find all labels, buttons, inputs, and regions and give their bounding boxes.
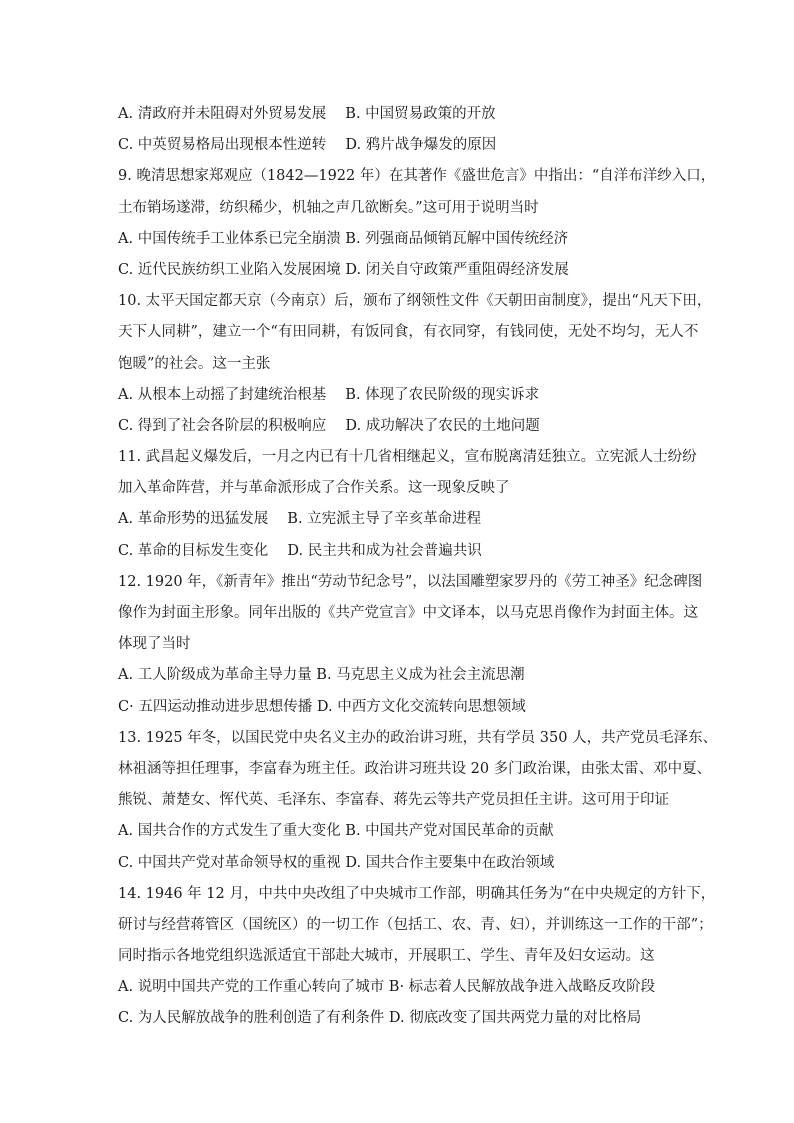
option-line-a-b-q8: A. 清政府并未阻碍对外贸易发展 B. 中国贸易政策的开放 bbox=[118, 106, 496, 122]
option-line-c-d-q8: C. 中英贸易格局出现根本性逆转 D. 鸦片战争爆发的原因 bbox=[118, 137, 497, 154]
question-13-stem-line1: 13. 1925 年冬，以国民党中央名义主办的政治讲习班，共有学员 350 人，共产党员毛泽东、 bbox=[118, 729, 718, 746]
option-line-c-d-q10: C. 得到了社会各阶层的积极响应 D. 成功解决了农民的土地问题 bbox=[118, 417, 540, 434]
question-10-stem-line1: 10. 太平天国定都天京（今南京）后，颁布了纲领性文件《天朝田亩制度》，提出“凡天下田， bbox=[118, 293, 712, 310]
question-9-stem-line1: 9. 晚清思想家郑观应（1842—1922 年）在其著作《盛世危言》中指出：“自洋布洋纱入口， bbox=[118, 168, 716, 185]
option-line-c-d-q11: C. 革命的目标发生变化 D. 民主共和成为社会普遍共识 bbox=[118, 542, 482, 559]
option-line-c-d-q9: C. 近代民族纺织工业陷入发展困境 D. 闭关自守政策严重阻碍经济发展 bbox=[118, 261, 569, 278]
option-line-c-d-q13: C. 中国共产党对革命领导权的重视 D. 国共合作主要集中在政治领域 bbox=[118, 854, 555, 871]
option-line-a-b-q13: A. 国共合作的方式发生了重大变化 B. 中国共产党对国民革命的贡献 bbox=[118, 823, 554, 840]
option-line-a-b-q14: A. 说明中国共产党的工作重心转向了城市 B· 标志着人民解放战争进入战略反攻阶段 bbox=[118, 979, 656, 996]
option-line-a-b-q10: A. 从根本上动摇了封建统治根基 B. 体现了农民阶级的现实诉求 bbox=[118, 386, 540, 403]
question-11-stem-line1: 11. 武昌起义爆发后，一月之内已有十几省相继起义，宣布脱离清廷独立。立宪派人士纷纷 bbox=[118, 449, 697, 466]
question-13-stem-line3: 熊锐、萧楚女、恽代英、毛泽东、李富春、蒋先云等共产党员担任主讲。这可用于印证 bbox=[118, 792, 669, 809]
question-9-stem-line2: 土布销场遂滞，纺织稀少，机轴之声几欲断矣。”这可用于说明当时 bbox=[118, 199, 539, 216]
question-10-stem-line2: 天下人同耕”，建立一个“有田同耕，有饭同食，有衣同穿，有钱同使，无处不均匀，无人不 bbox=[118, 324, 699, 341]
option-line-a-b-q9: A. 中国传统手工业体系已完全崩溃 B. 列强商品倾销瓦解中国传统经济 bbox=[118, 230, 569, 247]
question-14-stem-line2: 研讨与经营蒋管区（国统区）的一切工作（包括工、农、青、妇），并训练这一工作的干部”； bbox=[118, 916, 713, 933]
option-line-c-d-q12: C· 五四运动推动进步思想传播 D. 中西方文化交流转向思想领域 bbox=[118, 698, 526, 715]
option-line-a-b-q11: A. 革命形势的迅猛发展 B. 立宪派主导了辛亥革命进程 bbox=[118, 511, 482, 528]
option-line-a-b-q12: A. 工人阶级成为革命主导力量 B. 马克思主义成为社会主流思潮 bbox=[118, 667, 525, 684]
option-line-c-d-q14: C. 为人民解放战争的胜利创造了有利条件 D. 彻底改变了国共两党力量的对比格局 bbox=[118, 1010, 642, 1027]
question-12-stem-line3: 体现了当时 bbox=[118, 636, 191, 653]
question-14-stem-line1: 14. 1946 年 12 月，中共中央改组了中央城市工作部，明确其任务为“在中央规定的方针下， bbox=[118, 885, 716, 902]
question-12-stem-line1: 12. 1920 年，《新青年》推出“劳动节纪念号”，以法国雕塑家罗丹的《劳工神圣》纪念碑图 bbox=[118, 573, 703, 590]
exam-page bbox=[118, 99, 718, 1035]
question-12-stem-line2: 像作为封面主形象。同年出版的《共产党宣言》中文译本，以马克思肖像作为封面主体。这 bbox=[118, 605, 698, 621]
question-10-stem-line3: 饱暖”的社会。这一主张 bbox=[118, 355, 271, 372]
question-13-stem-line2: 林祖涵等担任理事，李富春为班主任。政治讲习班共设 20 多门政治课，由张太雷、邓中夏、 bbox=[118, 760, 712, 777]
question-14-stem-line3: 同时指示各地党组织选派适宜干部赴大城市，开展职工、学生、青年及妇女运动。这 bbox=[118, 948, 655, 965]
question-11-stem-line2: 加入革命阵营，并与革命派形成了合作关系。这一现象反映了 bbox=[118, 480, 510, 497]
